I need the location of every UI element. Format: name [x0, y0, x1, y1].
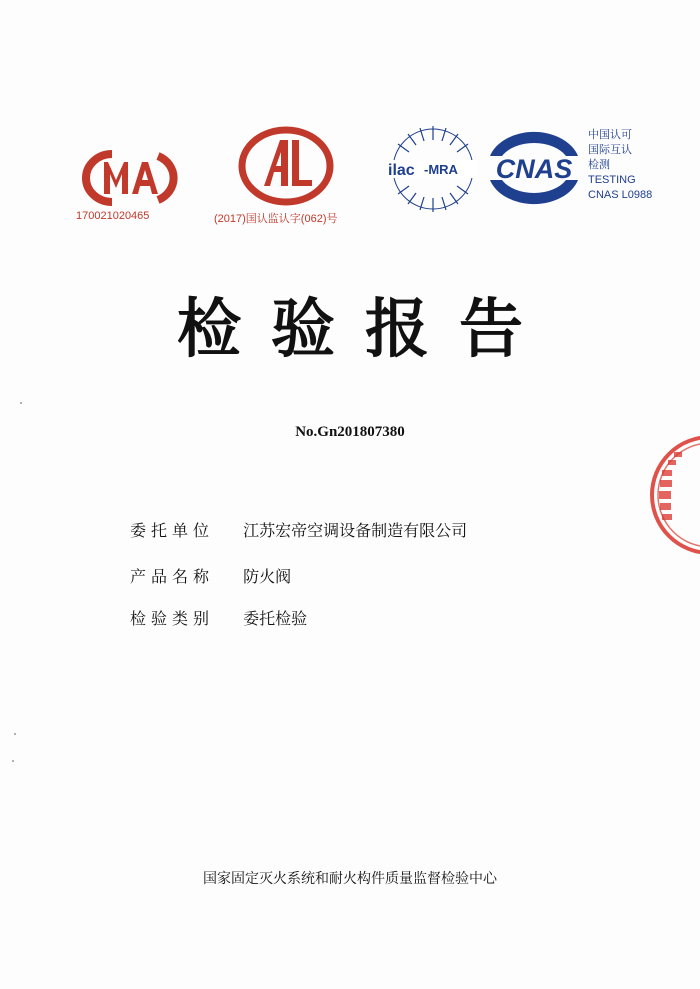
- category-label: 检验类别: [130, 609, 215, 628]
- official-stamp-graphic: [648, 430, 700, 560]
- product-label: 产品名称: [130, 567, 215, 586]
- cnas-accreditation-text: [588, 128, 652, 203]
- scan-speck: [12, 760, 14, 762]
- client-row: [130, 518, 467, 541]
- cal-logo: [236, 126, 336, 210]
- official-stamp: [648, 430, 700, 564]
- scan-speck: [20, 402, 22, 404]
- report-number: No.Gn201807380: [295, 424, 405, 440]
- cma-code: 170021020465: [76, 210, 150, 222]
- svg-text:CNAS: CNAS: [495, 154, 573, 184]
- cma-logo-graphic: [74, 148, 178, 208]
- cnas-line-4: TESTING: [588, 174, 636, 186]
- ilac-mra-graphic: [386, 122, 480, 216]
- product-row: [130, 564, 291, 587]
- cal-logo-graphic: [236, 126, 336, 206]
- svg-text:-MRA: -MRA: [424, 162, 458, 177]
- category-value: 委托检验: [243, 609, 308, 628]
- cnas-logo: [482, 126, 586, 214]
- report-title: 检验报告: [177, 293, 553, 367]
- scan-speck: [14, 733, 16, 735]
- cnas-line-3: 检测: [588, 159, 610, 171]
- ilac-mra-logo: [386, 122, 480, 220]
- cal-code: (2017)国认监认字(062)号: [214, 213, 338, 225]
- client-label: 委托单位: [130, 521, 215, 540]
- issuing-organization: 国家固定灭火系统和耐火构件质量监督检验中心: [203, 871, 497, 887]
- cnas-logo-graphic: [482, 126, 586, 210]
- product-value: 防火阀: [243, 567, 292, 586]
- cma-logo: [74, 148, 178, 212]
- cnas-line-2: 国际互认: [588, 144, 632, 156]
- cnas-line-5: CNAS L0988: [588, 189, 653, 201]
- cnas-line-1: 中国认可: [588, 129, 632, 141]
- svg-text:ilac: ilac: [388, 162, 415, 179]
- client-value: 江苏宏帝空调设备制造有限公司: [243, 521, 468, 540]
- category-row: [130, 606, 307, 629]
